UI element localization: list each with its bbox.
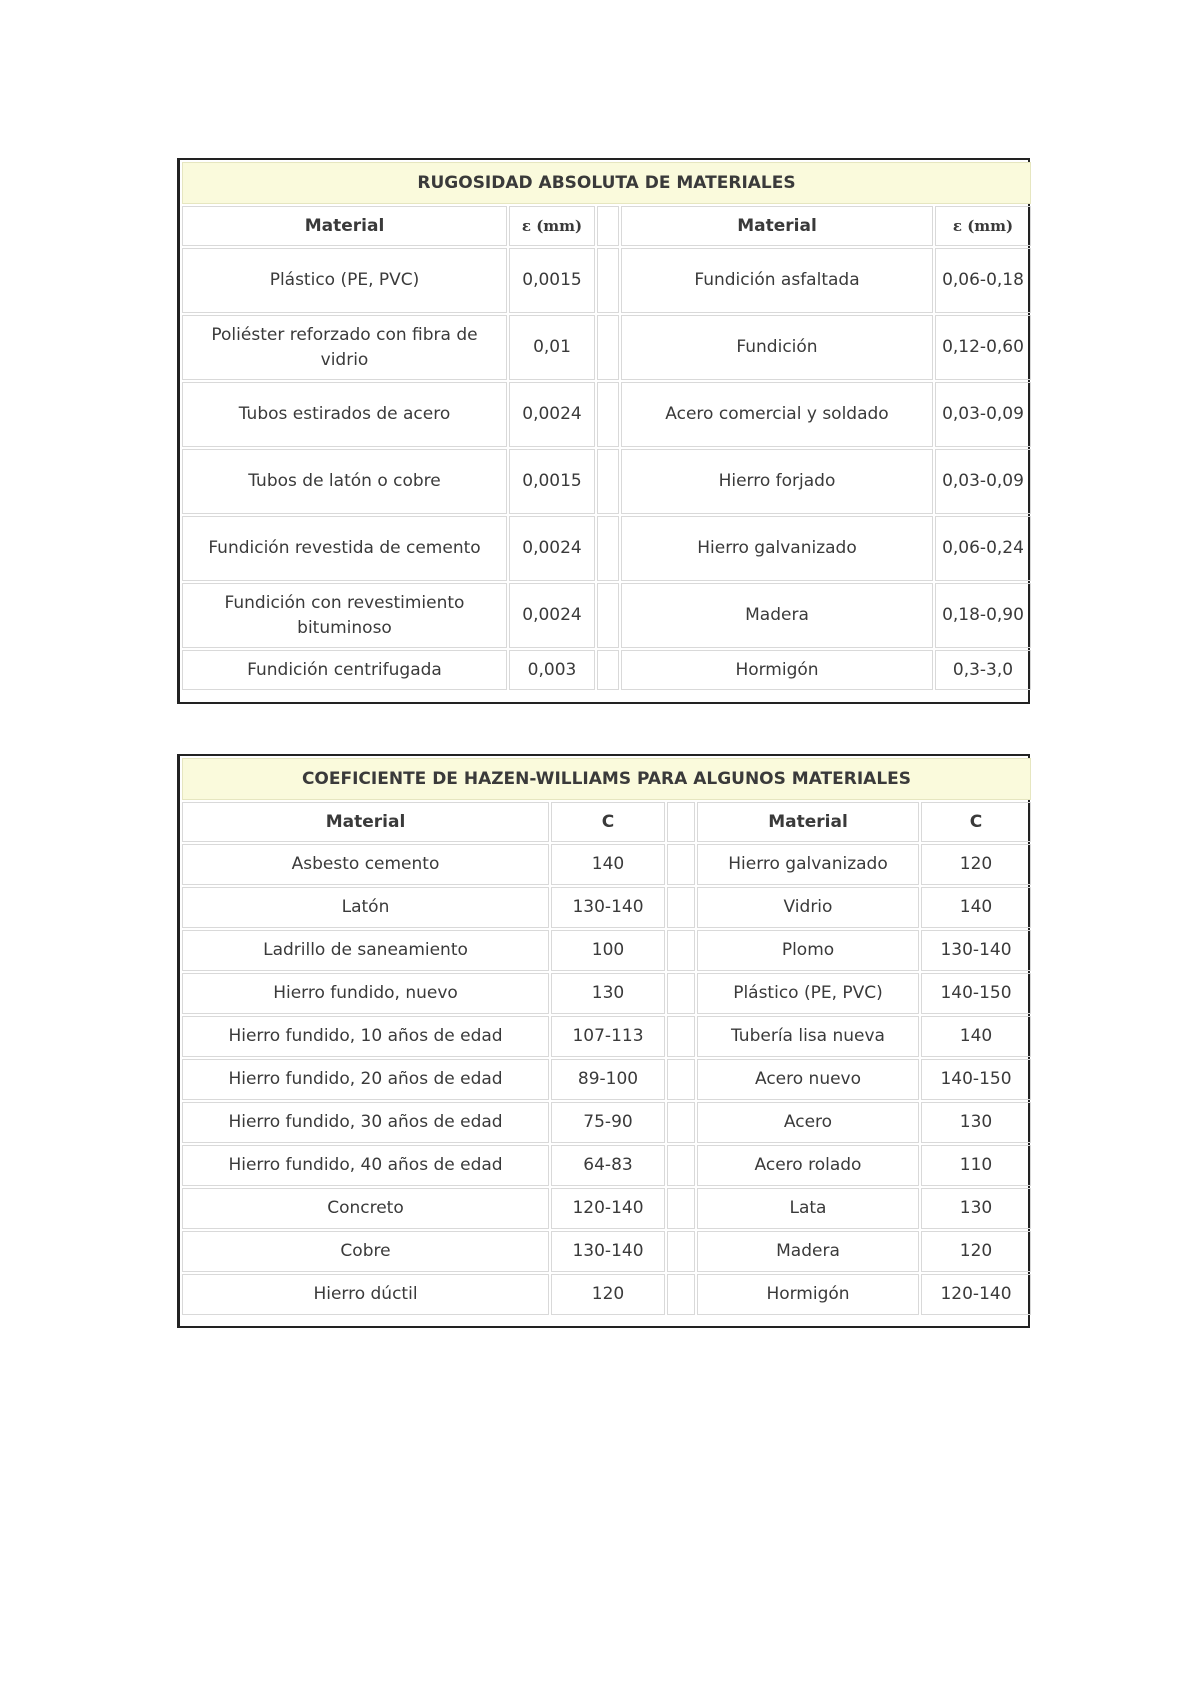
material-right: Madera — [621, 583, 933, 648]
column-spacer — [597, 650, 619, 690]
material-left: Hierro fundido, 20 años de edad — [182, 1059, 549, 1100]
column-spacer — [597, 449, 619, 514]
column-spacer — [667, 1016, 695, 1057]
c-right: 140-150 — [921, 973, 1031, 1014]
c-left: 107-113 — [551, 1016, 665, 1057]
material-right: Madera — [697, 1231, 919, 1272]
c-right: 110 — [921, 1145, 1031, 1186]
table-row — [182, 1016, 1031, 1057]
rugosidad-header-row — [182, 206, 1031, 246]
material-right: Fundición — [621, 315, 933, 380]
hazen-williams-title: COEFICIENTE DE HAZEN-WILLIAMS PARA ALGUNOS MATERIALES — [182, 758, 1031, 800]
material-left: Fundición revestida de cemento — [182, 516, 507, 581]
rugosidad-table — [177, 158, 1030, 704]
table-row — [182, 973, 1031, 1014]
table-row — [182, 1102, 1031, 1143]
c-right: 130-140 — [921, 930, 1031, 971]
table-row — [182, 315, 1031, 380]
c-left: 130-140 — [551, 1231, 665, 1272]
column-spacer — [667, 1145, 695, 1186]
material-left: Plástico (PE, PVC) — [182, 248, 507, 313]
column-spacer — [667, 1102, 695, 1143]
table-row — [182, 516, 1031, 581]
material-right: Acero — [697, 1102, 919, 1143]
eps-right: 0,12-0,60 — [935, 315, 1031, 380]
hazen-williams-grid — [180, 756, 1033, 1317]
material-right: Fundición asfaltada — [621, 248, 933, 313]
header-eps-right: ε (mm) — [935, 206, 1031, 246]
c-left: 100 — [551, 930, 665, 971]
column-spacer — [667, 844, 695, 885]
column-spacer — [597, 583, 619, 648]
hazen-header-row — [182, 802, 1031, 842]
material-left: Fundición centrifugada — [182, 650, 507, 690]
column-spacer — [597, 315, 619, 380]
eps-left: 0,0024 — [509, 382, 595, 447]
eps-right: 0,06-0,24 — [935, 516, 1031, 581]
material-left: Poliéster reforzado con fibra de vidrio — [182, 315, 507, 380]
column-spacer — [667, 887, 695, 928]
table-row — [182, 887, 1031, 928]
material-right: Lata — [697, 1188, 919, 1229]
eps-left: 0,0015 — [509, 449, 595, 514]
rugosidad-title: RUGOSIDAD ABSOLUTA DE MATERIALES — [182, 162, 1031, 204]
column-spacer — [597, 248, 619, 313]
table-row — [182, 382, 1031, 447]
header-material-left: Material — [182, 802, 549, 842]
c-left: 130 — [551, 973, 665, 1014]
eps-left: 0,01 — [509, 315, 595, 380]
table-row — [182, 844, 1031, 885]
column-spacer — [597, 516, 619, 581]
material-right: Hierro forjado — [621, 449, 933, 514]
material-right: Hormigón — [621, 650, 933, 690]
material-left: Concreto — [182, 1188, 549, 1229]
column-spacer — [667, 1274, 695, 1315]
header-material-right: Material — [621, 206, 933, 246]
material-left: Hierro fundido, 40 años de edad — [182, 1145, 549, 1186]
column-spacer — [667, 930, 695, 971]
material-right: Plomo — [697, 930, 919, 971]
eps-left: 0,003 — [509, 650, 595, 690]
c-right: 140-150 — [921, 1059, 1031, 1100]
c-right: 130 — [921, 1188, 1031, 1229]
material-right: Hormigón — [697, 1274, 919, 1315]
column-spacer — [597, 382, 619, 447]
material-right: Acero nuevo — [697, 1059, 919, 1100]
material-right: Tubería lisa nueva — [697, 1016, 919, 1057]
table-row — [182, 650, 1031, 690]
material-left: Cobre — [182, 1231, 549, 1272]
eps-left: 0,0024 — [509, 516, 595, 581]
table-row — [182, 583, 1031, 648]
eps-right: 0,3-3,0 — [935, 650, 1031, 690]
material-right: Vidrio — [697, 887, 919, 928]
material-right: Hierro galvanizado — [621, 516, 933, 581]
header-c-right: C — [921, 802, 1031, 842]
column-spacer — [667, 1059, 695, 1100]
c-left: 120-140 — [551, 1188, 665, 1229]
column-spacer — [597, 206, 619, 246]
material-left: Hierro fundido, 30 años de edad — [182, 1102, 549, 1143]
c-right: 130 — [921, 1102, 1031, 1143]
header-material-right: Material — [697, 802, 919, 842]
c-right: 120 — [921, 1231, 1031, 1272]
c-right: 140 — [921, 1016, 1031, 1057]
table-row — [182, 449, 1031, 514]
material-left: Fundición con revestimiento bituminoso — [182, 583, 507, 648]
c-left: 120 — [551, 1274, 665, 1315]
table-row — [182, 1145, 1031, 1186]
material-left: Ladrillo de saneamiento — [182, 930, 549, 971]
column-spacer — [667, 973, 695, 1014]
eps-right: 0,03-0,09 — [935, 449, 1031, 514]
material-left: Hierro fundido, nuevo — [182, 973, 549, 1014]
table-row — [182, 930, 1031, 971]
eps-right: 0,06-0,18 — [935, 248, 1031, 313]
column-spacer — [667, 1231, 695, 1272]
c-left: 64-83 — [551, 1145, 665, 1186]
header-c-left: C — [551, 802, 665, 842]
c-right: 120-140 — [921, 1274, 1031, 1315]
eps-left: 0,0015 — [509, 248, 595, 313]
material-left: Tubos estirados de acero — [182, 382, 507, 447]
column-spacer — [667, 1188, 695, 1229]
material-right: Acero rolado — [697, 1145, 919, 1186]
table-row — [182, 1059, 1031, 1100]
hazen-williams-table — [177, 754, 1030, 1328]
material-right: Hierro galvanizado — [697, 844, 919, 885]
material-left: Hierro dúctil — [182, 1274, 549, 1315]
header-eps-left: ε (mm) — [509, 206, 595, 246]
eps-right: 0,18-0,90 — [935, 583, 1031, 648]
material-right: Plástico (PE, PVC) — [697, 973, 919, 1014]
c-left: 75-90 — [551, 1102, 665, 1143]
column-spacer — [667, 802, 695, 842]
eps-right: 0,03-0,09 — [935, 382, 1031, 447]
material-left: Hierro fundido, 10 años de edad — [182, 1016, 549, 1057]
eps-left: 0,0024 — [509, 583, 595, 648]
material-left: Latón — [182, 887, 549, 928]
material-left: Asbesto cemento — [182, 844, 549, 885]
c-left: 89-100 — [551, 1059, 665, 1100]
c-right: 120 — [921, 844, 1031, 885]
c-left: 130-140 — [551, 887, 665, 928]
rugosidad-grid — [180, 160, 1033, 692]
material-right: Acero comercial y soldado — [621, 382, 933, 447]
material-left: Tubos de latón o cobre — [182, 449, 507, 514]
c-right: 140 — [921, 887, 1031, 928]
table-row — [182, 248, 1031, 313]
table-row — [182, 1231, 1031, 1272]
table-row — [182, 1274, 1031, 1315]
table-row — [182, 1188, 1031, 1229]
c-left: 140 — [551, 844, 665, 885]
header-material-left: Material — [182, 206, 507, 246]
